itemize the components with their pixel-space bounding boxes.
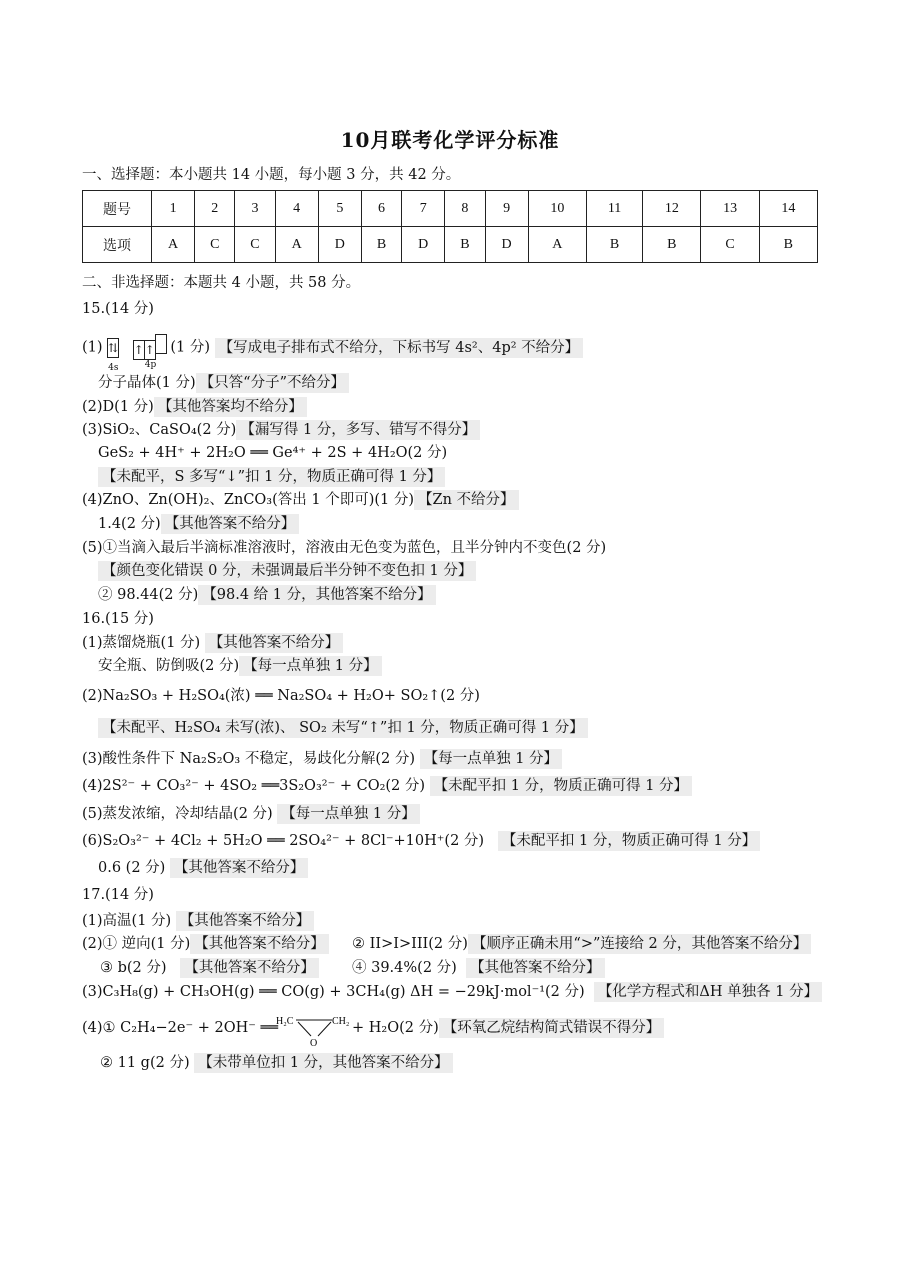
table-row-answers [83, 227, 818, 263]
q15-line-2-text: 分子晶体(1 分) [98, 375, 196, 391]
table-cell: 9 [485, 191, 528, 227]
table-cell: 10 [528, 191, 586, 227]
q15-equation: GeS₂ + 4H⁺ + 2H₂O ══ Ge⁴⁺ + 2S + 4H₂O(2 分) [98, 445, 448, 461]
q15-line-9: (5)①当滴入最后半滴标准溶液时，溶液由无色变为蓝色，且半分钟内不变色(2 分) [82, 540, 607, 556]
q17-line-3-text: ③ b(2 分) [100, 960, 167, 976]
q16-line-7-note: 【每一点单独 1 分】 [277, 804, 419, 824]
q16-line-7 [82, 803, 420, 825]
table-cell: 1 [152, 191, 195, 227]
section-1-heading: 一、选择题：本小题共 14 小题，每小题 3 分，共 42 分。 [82, 167, 461, 183]
q16-line-5 [82, 748, 562, 770]
orbital-box-4s: ⇅ [107, 338, 119, 358]
q17-line-3b-text: ④ 39.4%(2 分) [352, 960, 457, 976]
epoxide-o-label: O [310, 1038, 318, 1048]
answer-table [82, 190, 818, 263]
q16-line-2-text: 安全瓶、防倒吸(2 分) [98, 658, 240, 674]
q17-line-5a: (4)① C₂H₄−2e⁻ + 2OH⁻ ══ [82, 1020, 278, 1036]
q17-line-6 [100, 1052, 453, 1074]
q16-line-3: (2)Na₂SO₃ + H₂SO₄(浓) ══ Na₂SO₄ + H₂O+ SO₂↑(2 分) [82, 688, 480, 704]
q15-line-11-text: ② 98.44(2 分) [98, 587, 199, 603]
table-cell: 2 [195, 191, 235, 227]
q17-line-1 [82, 910, 314, 932]
table-cell: 7 [402, 191, 445, 227]
table-cell: A [275, 227, 318, 263]
q16-line-1-note: 【其他答案不给分】 [205, 633, 344, 653]
table-cell: B [643, 227, 701, 263]
q15-line-7-text: (4)ZnO、Zn(OH)₂、ZnCO₃(答出 1 个即可)(1 分) [82, 492, 415, 508]
q17-line-2b-note: 【顺序正确未用“>”连接给 2 分，其他答案不给分】 [468, 934, 811, 954]
orbital-box-4p-1: ↑ [133, 340, 145, 360]
q16-line-9 [98, 857, 308, 879]
q16-line-4-note: 【未配平、H₂SO₄ 未写(浓)、 SO₂ 未写“↑”扣 1 分，物质正确可得 1 分】 [98, 718, 588, 738]
q17-line-2b-text: ② II>I>III(2 分) [352, 936, 468, 952]
q16-line-9-note: 【其他答案不给分】 [170, 858, 309, 878]
q16-line-2 [98, 655, 382, 677]
q15-line-10-note: 【颜色变化错误 0 分，未强调最后半分钟不变色扣 1 分】 [98, 561, 476, 581]
table-cell: 5 [318, 191, 361, 227]
epoxide-structure [276, 1012, 356, 1048]
q17-line-4-text: (3)C₃H₈(g) + CH₃OH(g) ══ CO(g) + 3CH₄(g) ΔH = −29kJ·mol⁻¹(2 分) [82, 984, 585, 1000]
q15-line-7-note: 【Zn 不给分】 [414, 490, 519, 510]
table-cell: 3 [235, 191, 275, 227]
q17-line-6-text: ② 11 g(2 分) [100, 1055, 190, 1071]
q15-line-3-text: (2)D(1 分) [82, 399, 154, 415]
q17-line-1-note: 【其他答案不给分】 [176, 911, 315, 931]
q15-line-11 [98, 584, 436, 606]
q15-line-6-note-text: 【未配平，S 多写“↓”扣 1 分，物质正确可得 1 分】 [98, 467, 445, 487]
table-row-numbers [83, 191, 818, 227]
orbital-box-4p-3 [155, 334, 167, 354]
q17-line-3b [352, 957, 605, 979]
section-2-heading: 二、非选择题：本题共 4 小题，共 58 分。 [82, 275, 361, 291]
q17-line-3-note: 【其他答案不给分】 [180, 958, 319, 978]
table-cell: 4 [275, 191, 318, 227]
table-cell: 12 [643, 191, 701, 227]
q16-line-1-text: (1)蒸馏烧瓶(1 分) [82, 635, 201, 651]
q16-line-8-text: (6)S₂O₃²⁻ + 4Cl₂ + 5H₂O ══ 2SO₄²⁻ + 8Cl⁻+10H⁺(2 分) [82, 833, 485, 849]
q16-line-1 [82, 632, 343, 654]
table-cell: A [528, 227, 586, 263]
q17-line-6-note: 【未带单位扣 1 分，其他答案不给分】 [194, 1053, 452, 1073]
orbital-label-4s: 4s [108, 362, 119, 373]
table-cell: 11 [586, 191, 642, 227]
orbital-label-4p: 4p [144, 360, 157, 370]
q15-line-6-note [98, 466, 445, 488]
q16-line-2-note: 【每一点单独 1 分】 [239, 656, 381, 676]
q16-line-8-note: 【未配平扣 1 分，物质正确可得 1 分】 [498, 831, 760, 851]
q15-line-8-text: 1.4(2 分) [98, 516, 161, 532]
q15-line-8 [98, 513, 299, 535]
q15-line-7 [82, 489, 519, 511]
table-cell: B [445, 227, 485, 263]
q17-line-5b-text: + H₂O(2 分) [352, 1020, 439, 1036]
q17-line-2 [82, 933, 329, 955]
q16-line-6-note: 【未配平扣 1 分，物质正确可得 1 分】 [430, 776, 692, 796]
q15-line-10 [98, 560, 476, 582]
q15-part1-label: (1) [82, 339, 103, 356]
orbital-diagram-4p [133, 334, 166, 370]
q17-line-2-note: 【其他答案不给分】 [190, 934, 329, 954]
q16-line-8 [82, 830, 760, 852]
page-title: 10月联考化学评分标准 [340, 128, 560, 152]
table-cell: D [318, 227, 361, 263]
table-cell: D [402, 227, 445, 263]
table-header-option: 选项 [83, 227, 152, 263]
q15-part1-score: (1 分) [170, 339, 211, 356]
q16-line-5-note: 【每一点单独 1 分】 [420, 749, 562, 769]
q16-line-4 [98, 717, 588, 739]
q17-line-4-note: 【化学方程式和ΔH 单独各 1 分】 [594, 982, 822, 1002]
table-cell: C [195, 227, 235, 263]
table-cell: C [235, 227, 275, 263]
table-cell: B [759, 227, 817, 263]
q15-line-2-note: 【只答“分子”不给分】 [196, 373, 349, 393]
q17-line-2b [352, 933, 811, 955]
q15-part1-note: 【写成电子排布式不给分，下标书写 4s²、4p² 不给分】 [215, 338, 584, 358]
epoxide-h2c-label: H₂C [276, 1016, 294, 1027]
epoxide-co-bond-right [318, 1022, 331, 1036]
table-cell: 8 [445, 191, 485, 227]
q15-heading: 15.(14 分) [82, 301, 154, 317]
q16-line-6 [82, 775, 692, 797]
table-header-number: 题号 [83, 191, 152, 227]
q16-line-5-text: (3)酸性条件下 Na₂S₂O₃ 不稳定，易歧化分解(2 分) [82, 751, 415, 767]
table-cell: 14 [759, 191, 817, 227]
table-cell: C [701, 227, 759, 263]
q15-line-4-text: (3)SiO₂、CaSO₄(2 分) [82, 422, 237, 438]
q16-line-9-text: 0.6 (2 分) [98, 860, 166, 876]
q16-line-7-text: (5)蒸发浓缩，冷却结晶(2 分) [82, 806, 273, 822]
q15-line-3 [82, 396, 307, 418]
q15-line-4 [82, 419, 480, 441]
q16-heading: 16.(15 分) [82, 611, 154, 627]
table-cell: B [586, 227, 642, 263]
q15-line-11-note: 【98.4 给 1 分，其他答案不给分】 [198, 585, 435, 605]
q17-line-5b [352, 1017, 664, 1039]
table-cell: 13 [701, 191, 759, 227]
q17-line-1-text: (1)高温(1 分) [82, 913, 172, 929]
q15-line-1 [82, 334, 583, 373]
q15-line-3-note: 【其他答案均不给分】 [154, 397, 307, 417]
table-cell: A [152, 227, 195, 263]
q15-line-8-note: 【其他答案不给分】 [161, 514, 300, 534]
q16-line-6-text: (4)2S²⁻ + CO₃²⁻ + 4SO₂ ══3S₂O₃²⁻ + CO₂(2 分) [82, 778, 426, 794]
epoxide-co-bond-left [298, 1022, 311, 1036]
orbital-box-4p-2: ↑ [144, 340, 156, 360]
orbital-diagram [107, 337, 119, 373]
q17-line-3b-note: 【其他答案不给分】 [466, 958, 605, 978]
epoxide-ch2-label: CH₂ [332, 1016, 350, 1027]
table-cell: D [485, 227, 528, 263]
q17-heading: 17.(14 分) [82, 887, 154, 903]
q17-line-4 [82, 981, 822, 1003]
table-cell: 6 [361, 191, 401, 227]
q17-line-5-note: 【环氧乙烷结构简式错误不得分】 [439, 1018, 665, 1038]
table-cell: B [361, 227, 401, 263]
q17-line-3 [100, 957, 319, 979]
q15-line-4-note: 【漏写得 1 分，多写、错写不得分】 [236, 420, 480, 440]
q17-line-2-text: (2)① 逆向(1 分) [82, 936, 191, 952]
q15-line-2 [98, 372, 349, 394]
